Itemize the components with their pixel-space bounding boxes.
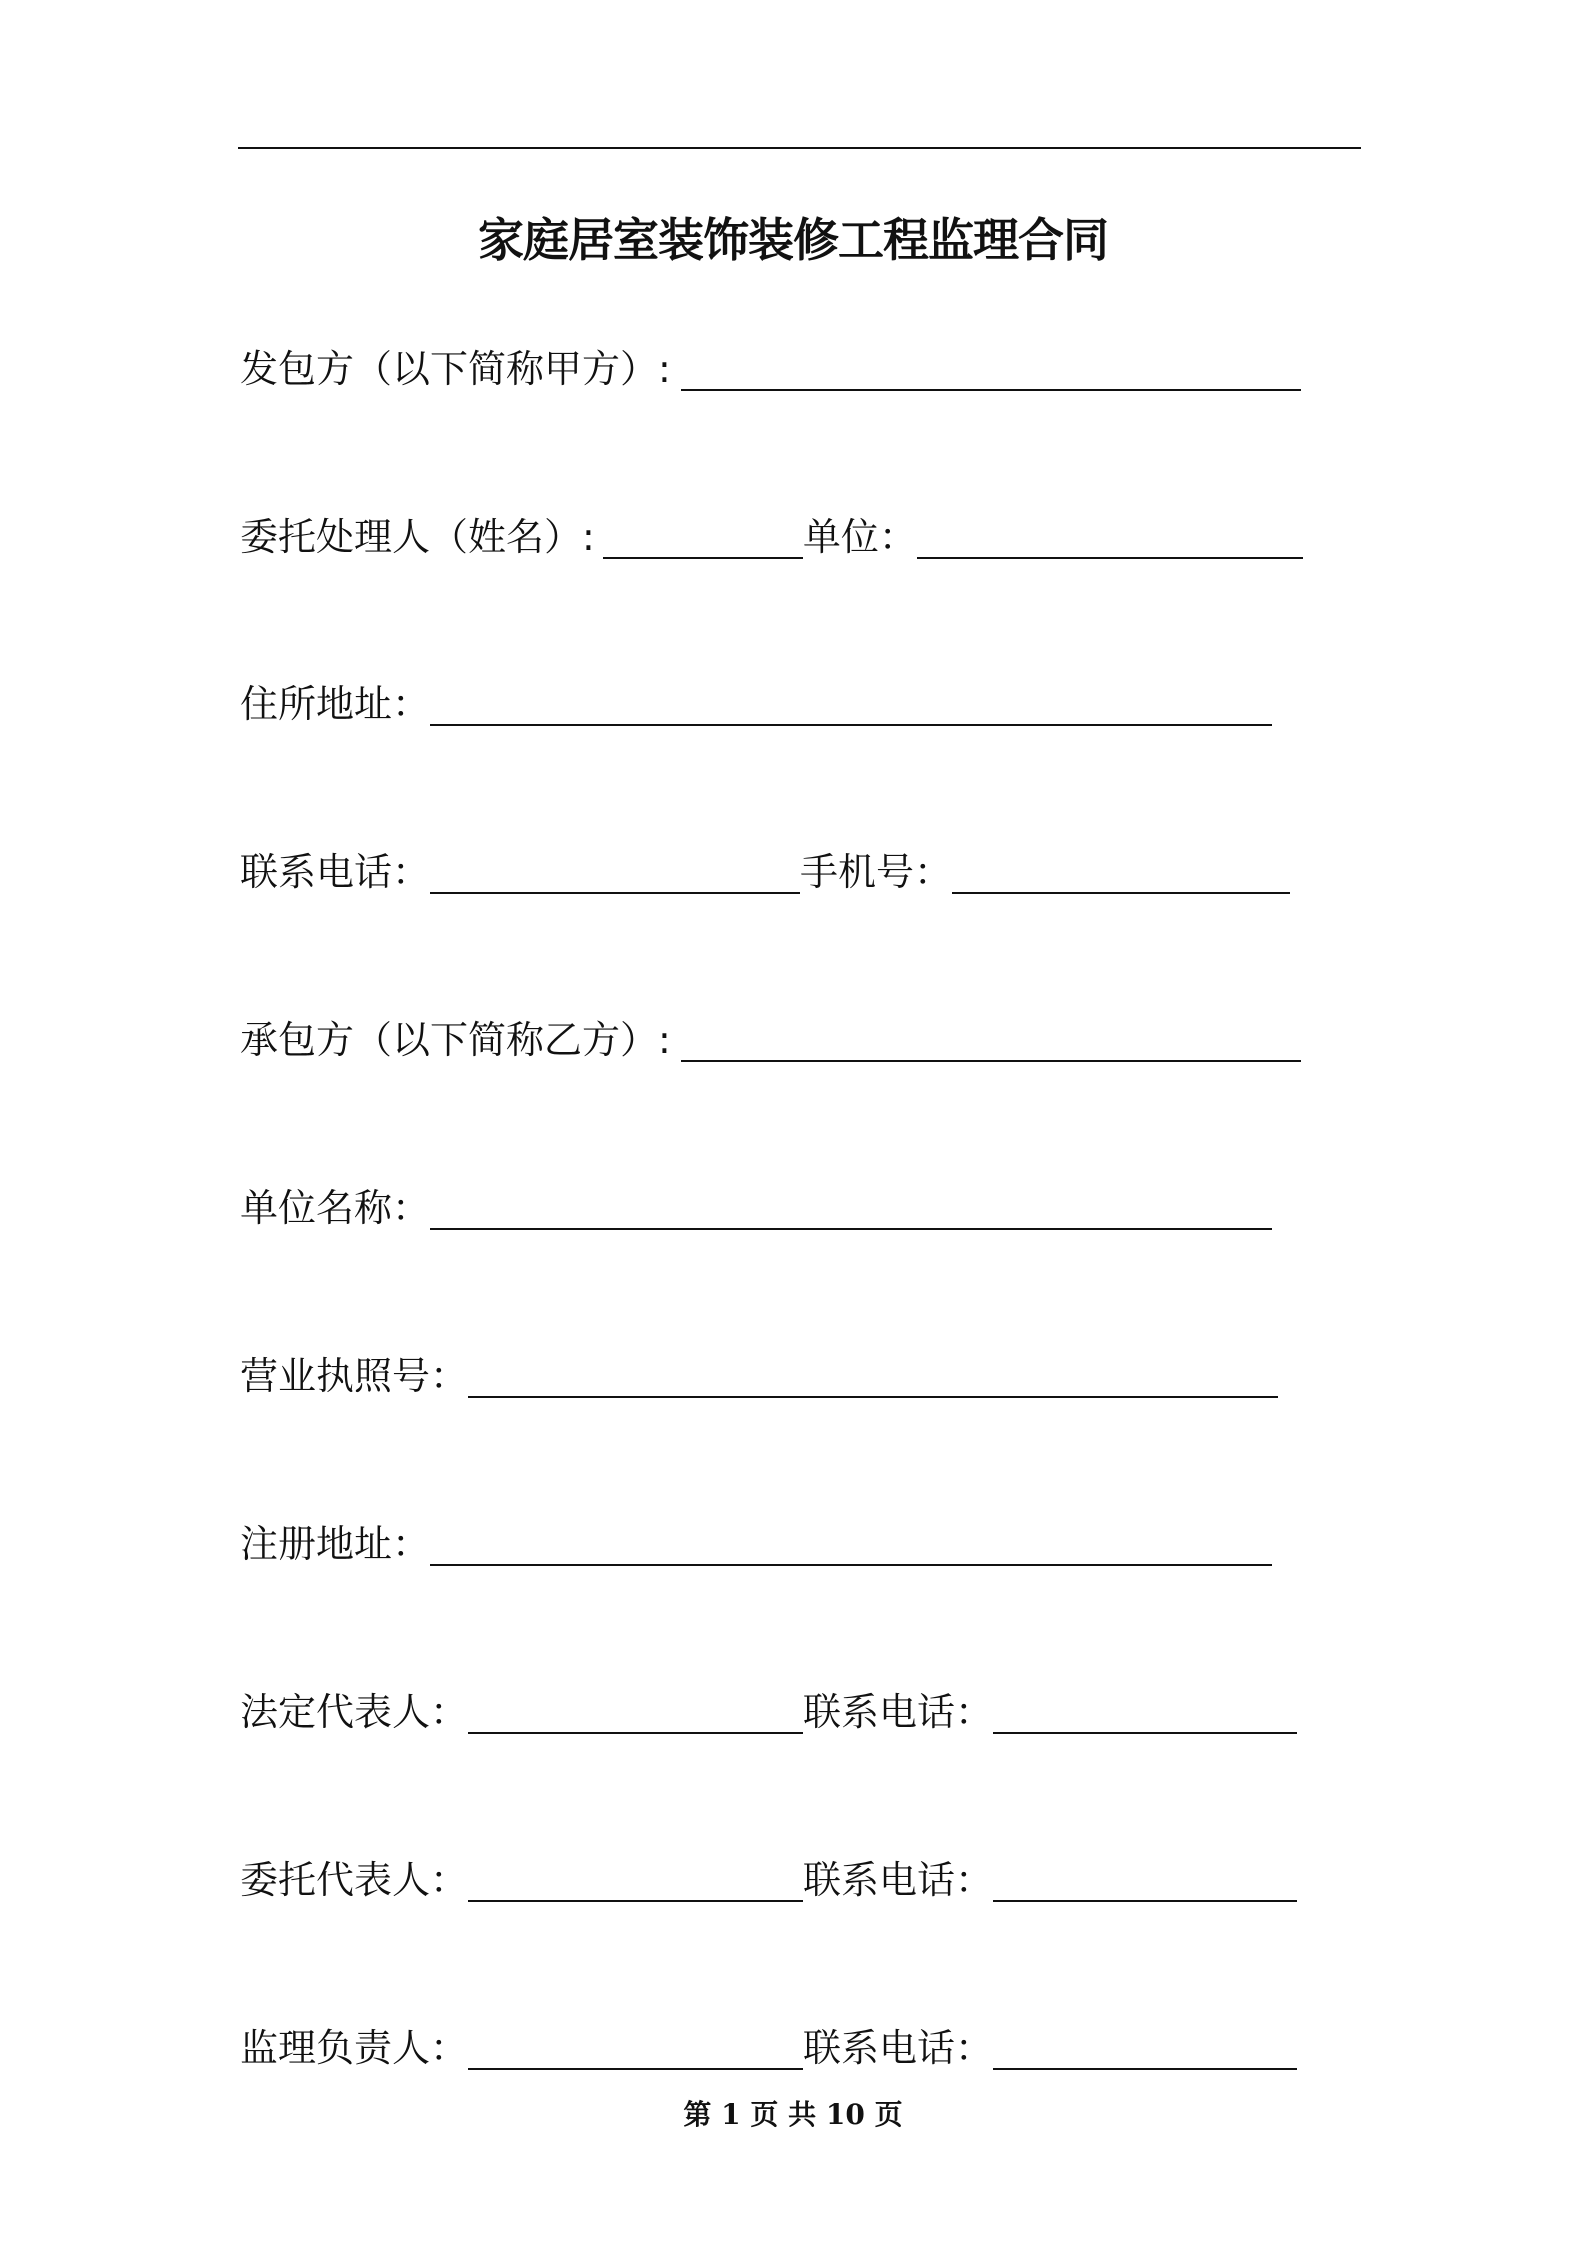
supervisor-label: 监理负责人： (240, 2026, 469, 2070)
registered-address-blank[interactable] (430, 1524, 1272, 1566)
entrusted-rep-label: 委托代表人： (240, 1858, 469, 1902)
field-row-party-a (240, 335, 1301, 395)
legal-rep-phone-blank[interactable] (993, 1692, 1297, 1734)
unit-name-blank[interactable] (430, 1188, 1272, 1230)
document-title: 家庭居室装饰装修工程监理合同 (478, 213, 1108, 267)
field-row-entrusted-rep (240, 1846, 1297, 1906)
license-no-blank[interactable] (468, 1356, 1278, 1398)
license-no-label: 营业执照号： (240, 1354, 469, 1398)
agent-name-label: 委托处理人（姓名）: (240, 515, 595, 559)
agent-unit-blank[interactable] (917, 517, 1303, 559)
header-rule (238, 147, 1361, 149)
field-row-party-b (240, 1006, 1301, 1066)
legal-rep-label: 法定代表人： (240, 1690, 469, 1734)
unit-name-label: 单位名称： (240, 1186, 431, 1230)
address-blank[interactable] (430, 684, 1272, 726)
field-row-legal-rep (240, 1678, 1297, 1738)
agent-name-blank[interactable] (603, 517, 803, 559)
party-a-blank[interactable] (681, 349, 1301, 391)
legal-rep-phone-label: 联系电话： (803, 1690, 994, 1734)
party-b-label: 承包方（以下简称乙方）: (240, 1018, 671, 1062)
legal-rep-blank[interactable] (468, 1692, 803, 1734)
phone-blank[interactable] (430, 852, 800, 894)
agent-unit-label: 单位： (802, 515, 917, 559)
address-label: 住所地址： (240, 682, 431, 726)
phone-label: 联系电话： (240, 850, 431, 894)
field-row-license (240, 1342, 1278, 1402)
entrusted-rep-phone-blank[interactable] (993, 1860, 1297, 1902)
supervisor-blank[interactable] (468, 2028, 803, 2070)
party-b-blank[interactable] (681, 1020, 1301, 1062)
registered-address-label: 注册地址： (240, 1522, 431, 1566)
entrusted-rep-blank[interactable] (468, 1860, 803, 1902)
field-row-unit-name (240, 1174, 1272, 1234)
entrusted-rep-phone-label: 联系电话： (803, 1858, 994, 1902)
field-row-supervisor (240, 2014, 1297, 2074)
field-row-agent (240, 503, 1303, 563)
mobile-label: 手机号： (800, 850, 953, 894)
field-row-phone (240, 838, 1290, 898)
mobile-blank[interactable] (952, 852, 1290, 894)
field-row-registered-address (240, 1510, 1272, 1570)
party-a-label: 发包方（以下简称甲方）: (240, 347, 671, 391)
supervisor-phone-label: 联系电话： (803, 2026, 994, 2070)
supervisor-phone-blank[interactable] (993, 2028, 1297, 2070)
field-row-address (240, 670, 1272, 730)
page-footer: 第 1 页 共 10 页 (683, 2098, 903, 2131)
